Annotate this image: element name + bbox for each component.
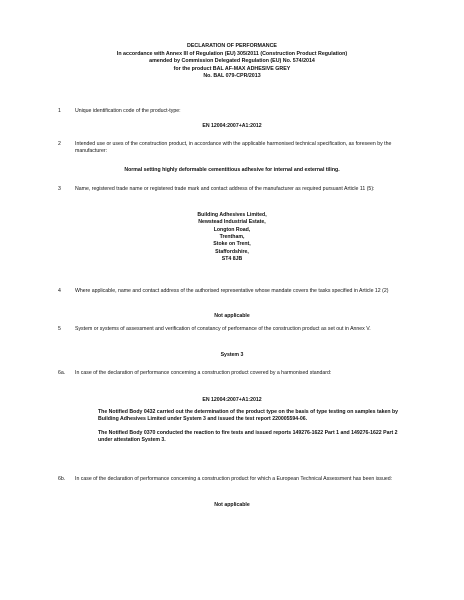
address-line: Stoke on Trent, [213,241,251,248]
header-dop-number: No. BAL 079-CPR/2013 [203,73,261,80]
item-5-number: 5 [58,326,61,332]
header-amendment: amended by Commission Delegated Regulation (EU) No. 574/2014 [149,58,315,65]
item-6a-text: In case of the declaration of performance concerning a construction product covered by a harmonised standard: [75,370,332,376]
item-4-text: Where applicable, name and contact address of the authorised representative whose mandate covers the tasks specified in Article 12 (2) [75,288,389,294]
item-6a-number: 6a. [58,370,66,376]
item-5-value: System 3 [220,352,244,358]
item-6a-paragraph-2: The Notified Body 0370 conducted the reaction to fire tests and issued reports 149276-1622 Part 1 and 149276-1622 Part 2 under attestation System 3. [98,430,398,443]
address-line: ST4 8JB [221,256,243,263]
item-2-value: Normal setting highly deformable cementitious adhesive for internal and external tiling. [124,167,340,173]
item-3-text: Name, registered trade name or registered trade mark and contact address of the manufacturer as required pursuant Article 11 (5): [75,186,375,192]
header-regulation: In accordance with Annex III of Regulation (EU) 305/2011 (Construction Product Regulation) [116,50,348,57]
address-line: Staffordshire, [215,248,249,255]
item-6a-value: EN 12004:2007+A1:2012 [202,397,262,403]
item-5-text: System or systems of assessment and verification of constancy of performance of the construction product as set out in Annex V. [75,326,371,332]
address-line: Longton Road, [213,226,251,233]
address-line: Trentham, [219,234,245,241]
document-header [60,43,404,81]
header-product: for the product BAL AF-MAX ADHESIVE GREY [173,65,291,72]
item-1-number: 1 [58,108,61,114]
item-1-value: EN 12004:2007+A1:2012 [202,123,262,129]
item-4-number: 4 [58,288,61,294]
item-6b-number: 6b. [58,476,66,482]
address-line: Building Adhesives Limited, [197,212,267,218]
item-4-value: Not applicable [214,313,250,319]
item-2-text: Intended use or uses of the construction product, in accordance with the applicable harmonised technical specification, as foreseen by the manufacturer: [75,141,392,154]
manufacturer-address [160,212,304,263]
item-6b-value: Not applicable [214,502,250,508]
item-2-number: 2 [58,141,61,147]
header-title: DECLARATION OF PERFORMANCE [187,43,277,49]
item-6a-paragraph-1: The Notified Body 0432 carried out the determination of the product type on the basis of type testing on samples taken by Building Adhesives Limited under System 3 and issued the test report 220005594-06. [98,409,399,422]
address-line: Newstead Industrial Estate, [198,219,266,226]
item-1-text: Unique identification code of the product-type: [75,108,181,114]
item-6b-text: In case of the declaration of performance concerning a construction product for which a European Technical Assessment has been issued: [75,476,393,482]
item-3-number: 3 [58,186,61,192]
